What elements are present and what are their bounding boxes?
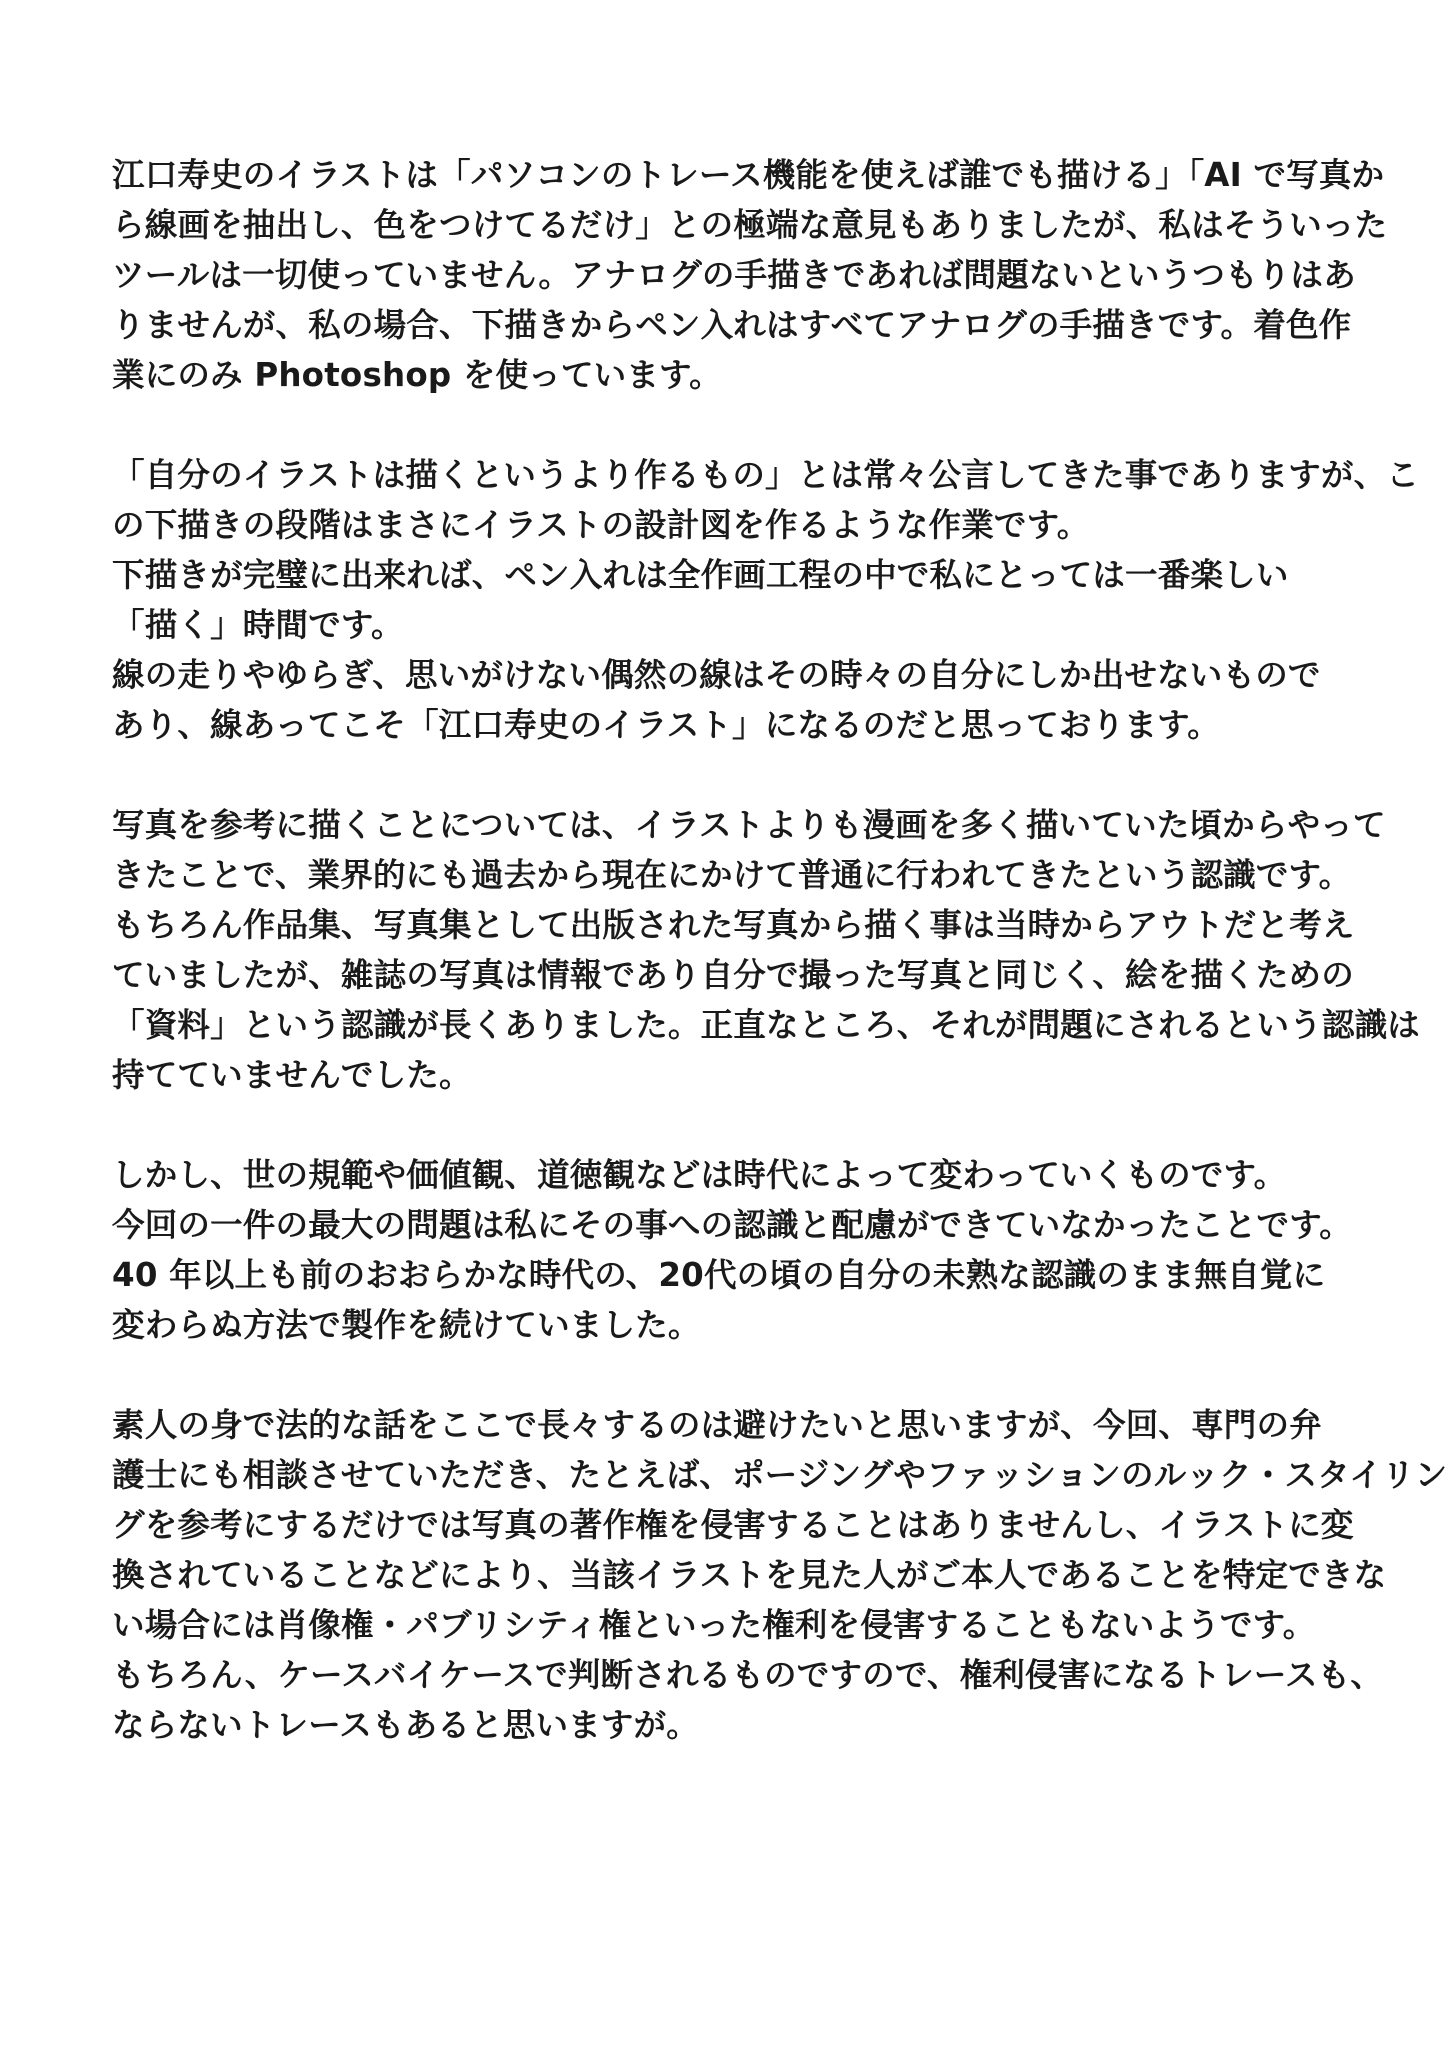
text-line: あり、線あってこそ「江口寿史のイラスト」になるのだと思っております。 xyxy=(112,706,1220,744)
text-line: 素人の身で法的な話をここで長々するのは避けたいと思いますが、今回、専門の弁 xyxy=(112,1406,1322,1444)
text-line: 換されていることなどにより、当該イラストを見た人がご本人であることを特定できな xyxy=(112,1556,1387,1594)
text-line: ていましたが、雑誌の写真は情報であり自分で撮った写真と同じく、絵を描くための xyxy=(112,956,1354,994)
text-line: 持てていませんでした。 xyxy=(112,1056,472,1094)
text-line: しかし、世の規範や価値観、道徳観などは時代によって変わっていくものです。 xyxy=(112,1156,1287,1194)
text-line: 業にのみ Photoshop を使っています。 xyxy=(112,356,722,394)
document-page xyxy=(112,150,1448,1800)
text-line: 「描く」時間です。 xyxy=(112,606,404,644)
text-line: 護士にも相談させていただき、たとえば、ポージングやファッションのルック・スタイリン xyxy=(112,1456,1448,1494)
text-line: 江口寿史のイラストは「パソコンのトレース機能を使えば誰でも描ける」「AI で写真か xyxy=(112,156,1385,194)
text-line: ならないトレースもあると思いますが。 xyxy=(112,1706,699,1744)
text-line: もちろん作品集、写真集として出版された写真から描く事は当時からアウトだと考え xyxy=(112,906,1355,944)
paragraph-drawing-process xyxy=(112,450,1420,750)
text-line: 下描きが完璧に出来れば、ペン入れは全作画工程の中で私にとっては一番楽しい xyxy=(112,556,1289,594)
text-line: きたことで、業界的にも過去から現在にかけて普通に行われてきたという認識です。 xyxy=(112,856,1352,894)
text-line: 写真を参考に描くことについては、イラストよりも漫画を多く描いていた頃からやって xyxy=(112,806,1386,844)
text-line: ら線画を抽出し、色をつけてるだけ」との極端な意見もありましたが、私はそういった xyxy=(112,206,1388,244)
text-line: グを参考にするだけでは写真の著作権を侵害することはありませんし、イラストに変 xyxy=(112,1506,1354,1544)
text-line: 40 年以上も前のおおらかな時代の、20代の頃の自分の未熟な認識のまま無自覚に xyxy=(112,1256,1326,1294)
text-line: 変わらぬ方法で製作を続けていました。 xyxy=(112,1306,701,1344)
text-line: い場合には肖像権・パブリシティ権といった権利を侵害することもないようです。 xyxy=(112,1606,1316,1644)
text-line: 今回の一件の最大の問題は私にその事への認識と配慮ができていなかったことです。 xyxy=(112,1206,1353,1244)
text-line: りませんが、私の場合、下描きからペン入れはすべてアナログの手描きです。着色作 xyxy=(112,306,1352,344)
text-line: ツールは一切使っていません。アナログの手描きであれば問題ないというつもりはあ xyxy=(112,256,1356,294)
paragraph-legal-view xyxy=(112,1400,1448,1750)
text-line: もちろん、ケースバイケースで判断されるものですので、権利侵害になるトレースも、 xyxy=(112,1656,1384,1694)
text-line: 線の走りやゆらぎ、思いがけない偶然の線はその時々の自分にしか出せないもので xyxy=(112,656,1321,694)
text-line: 「資料」という認識が長くありました。正直なところ、それが問題にされるという認識は xyxy=(112,1006,1421,1044)
paragraph-photo-reference xyxy=(112,800,1421,1100)
paragraph-changing-norms xyxy=(112,1150,1362,1350)
paragraph-photoshop-usage xyxy=(112,150,1388,400)
text-line: の下描きの段階はまさにイラストの設計図を作るような作業です。 xyxy=(112,506,1090,544)
text-line: 「自分のイラストは描くというより作るもの」とは常々公言してきた事でありますが、こ xyxy=(112,456,1420,494)
